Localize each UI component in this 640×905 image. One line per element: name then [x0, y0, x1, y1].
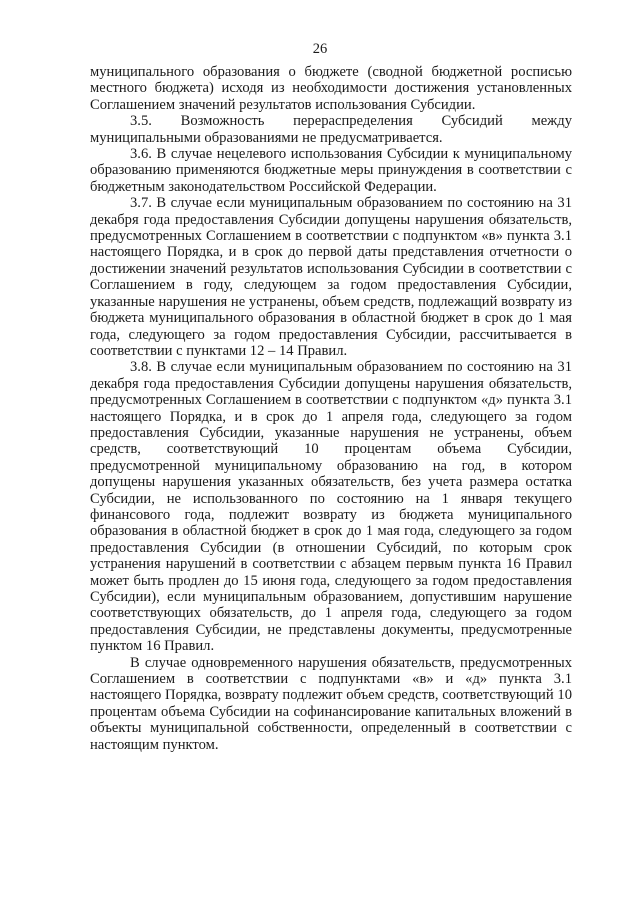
- page-number: 26: [312, 41, 328, 57]
- document-body: [90, 64, 572, 753]
- paragraph-continuation: муниципального образования о бюджете (сводной бюджетной росписью местного бюджета) исходя из необходимости достижения установленных Соглашением значений результатов использования Субсидии.: [90, 64, 572, 113]
- paragraph-3-6: 3.6. В случае нецелевого использования Субсидии к муниципальному образованию применяются бюджетные меры принуждения в соответствии с бюджетным законодательством Российской Федерации.: [90, 146, 572, 195]
- paragraph-3-5: 3.5. Возможность перераспределения Субсидий между муниципальными образованиями не предусматривается.: [90, 113, 572, 146]
- paragraph-3-8: 3.8. В случае если муниципальным образованием по состоянию на 31 декабря года предоставления Субсидии допущены нарушения обязательств, предусмотренных Соглашением в соответствии с подпунктом «д» пункта 3.1 настоящего Порядка, и в срок до 1 апреля года, следующего за годом предоставления Субсидии, указанные нарушения не устранены, объем средств, соответствующий 10 процентам объема Субсидии, предусмотренной муниципальному образованию на год, в котором допущены нарушения указанных обязательств, без учета размера остатка Субсидии, не использованного по состоянию на 1 января текущего финансового года, подлежит возврату из бюджета муниципального образования в областной бюджет в срок до 1 мая года, следующего за годом предоставления Субсидии (в отношении Субсидий, по которым срок устранения нарушений в соответствии с абзацем первым пункта 16 Правил может быть продлен до 15 июня года, следующего за годом предоставления Субсидии), если муниципальным образованием, допустившим нарушение соответствующих обязательств, до 1 апреля года, следующего за годом предоставления Субсидии, не представлены документы, предусмотренные пунктом 16 Правил.: [90, 359, 572, 655]
- paragraph-simultaneous-violation: В случае одновременного нарушения обязательств, предусмотренных Соглашением в соответствии с подпунктами «в» и «д» пункта 3.1 настоящего Порядка, возврату подлежит объем средств, соответствующий 10 процентам объема Субсидии на софинансирование капитальных вложений в объекты муниципальной собственности, определенный в соответствии с настоящим пунктом.: [90, 654, 572, 753]
- paragraph-3-7: 3.7. В случае если муниципальным образованием по состоянию на 31 декабря года предоставления Субсидии допущены нарушения обязательств, предусмотренных Соглашением в соответствии с подпунктом «в» пункта 3.1 настоящего Порядка, и в срок до первой даты представления отчетности о достижении значений результатов использования Субсидии в соответствии с Соглашением в году, следующем за годом предоставления Субсидии, указанные нарушения не устранены, объем средств, подлежащий возврату из бюджета муниципального образования в областной бюджет в срок до 1 мая года, следующего за годом предоставления Субсидии, рассчитывается в соответствии с пунктами 12 – 14 Правил.: [90, 195, 572, 359]
